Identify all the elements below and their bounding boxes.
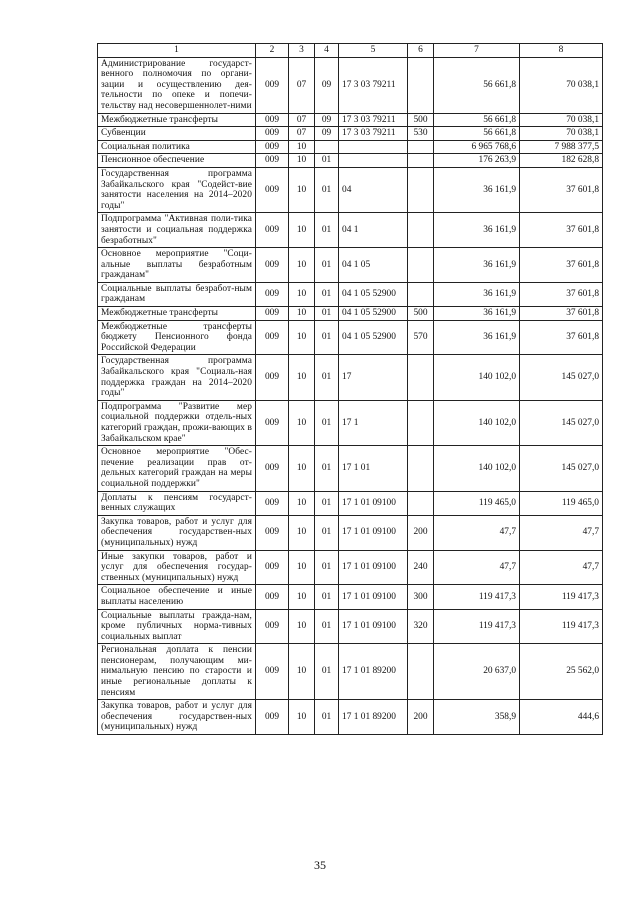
cell-grbs: 009 (256, 140, 289, 154)
cell-expense-type: 320 (408, 609, 434, 644)
cell-expense-type (408, 446, 434, 491)
cell-amount-year1: 358,9 (434, 700, 520, 735)
cell-expense-type (408, 213, 434, 248)
table-row (98, 213, 603, 248)
cell-amount-year1: 36 161,9 (434, 213, 520, 248)
cell-grbs: 009 (256, 113, 289, 127)
header-cell: 4 (315, 44, 339, 58)
cell-amount-year1: 47,7 (434, 515, 520, 550)
cell-subsection: 01 (315, 248, 339, 283)
cell-target-article: 17 3 03 79211 (339, 113, 408, 127)
cell-grbs: 009 (256, 167, 289, 212)
cell-section: 10 (289, 320, 315, 355)
cell-subsection: 01 (315, 307, 339, 321)
page-number: 35 (314, 858, 326, 872)
cell-target-article: 17 3 03 79211 (339, 127, 408, 141)
table-row (98, 355, 603, 400)
cell-target-article: 17 1 01 09100 (339, 550, 408, 585)
table-row (98, 282, 603, 306)
cell-grbs: 009 (256, 127, 289, 141)
cell-section: 10 (289, 491, 315, 515)
cell-expense-type (408, 57, 434, 113)
cell-section: 10 (289, 609, 315, 644)
cell-subsection: 01 (315, 167, 339, 212)
cell-amount-year1: 140 102,0 (434, 400, 520, 445)
table-row (98, 307, 603, 321)
cell-target-article: 17 (339, 355, 408, 400)
cell-target-article: 17 1 01 89200 (339, 644, 408, 700)
cell-subsection: 01 (315, 585, 339, 609)
cell-section: 10 (289, 248, 315, 283)
table-row (98, 127, 603, 141)
cell-amount-year1: 36 161,9 (434, 248, 520, 283)
cell-amount-year2: 37 601,8 (520, 213, 603, 248)
cell-section: 10 (289, 355, 315, 400)
cell-subsection: 01 (315, 700, 339, 735)
table-row (98, 609, 603, 644)
cell-amount-year1: 6 965 768,6 (434, 140, 520, 154)
cell-amount-year2: 70 038,1 (520, 127, 603, 141)
table-row (98, 515, 603, 550)
cell-subsection: 01 (315, 609, 339, 644)
cell-name: Государственная программа Забайкальского края "Содейст-вие занятости населения на 2014–2020 годы" (98, 167, 256, 212)
cell-expense-type: 500 (408, 113, 434, 127)
cell-amount-year2: 119 417,3 (520, 585, 603, 609)
cell-target-article: 17 1 01 09100 (339, 491, 408, 515)
cell-subsection: 01 (315, 515, 339, 550)
cell-amount-year2: 145 027,0 (520, 355, 603, 400)
table-row (98, 113, 603, 127)
cell-target-article (339, 140, 408, 154)
cell-section: 10 (289, 515, 315, 550)
cell-section: 10 (289, 700, 315, 735)
cell-grbs: 009 (256, 355, 289, 400)
cell-expense-type (408, 400, 434, 445)
table-row (98, 167, 603, 212)
cell-expense-type (408, 248, 434, 283)
cell-subsection: 01 (315, 282, 339, 306)
cell-subsection: 01 (315, 491, 339, 515)
cell-section: 10 (289, 400, 315, 445)
cell-grbs: 009 (256, 248, 289, 283)
table-row (98, 644, 603, 700)
cell-expense-type (408, 644, 434, 700)
cell-amount-year2: 70 038,1 (520, 113, 603, 127)
cell-section: 10 (289, 154, 315, 168)
header-cell: 8 (520, 44, 603, 58)
cell-amount-year1: 119 417,3 (434, 609, 520, 644)
cell-expense-type (408, 491, 434, 515)
cell-expense-type: 570 (408, 320, 434, 355)
cell-amount-year2: 25 562,0 (520, 644, 603, 700)
cell-amount-year2: 37 601,8 (520, 320, 603, 355)
cell-grbs: 009 (256, 609, 289, 644)
cell-target-article: 17 1 (339, 400, 408, 445)
cell-amount-year2: 37 601,8 (520, 282, 603, 306)
cell-expense-type (408, 140, 434, 154)
header-cell: 2 (256, 44, 289, 58)
cell-amount-year1: 56 661,8 (434, 127, 520, 141)
cell-name: Основное мероприятие "Соци-альные выплаты безработным гражданам" (98, 248, 256, 283)
cell-grbs: 009 (256, 446, 289, 491)
cell-section: 10 (289, 550, 315, 585)
cell-expense-type (408, 282, 434, 306)
cell-expense-type (408, 154, 434, 168)
table-row (98, 446, 603, 491)
cell-target-article: 17 3 03 79211 (339, 57, 408, 113)
cell-subsection: 09 (315, 127, 339, 141)
cell-target-article: 17 1 01 (339, 446, 408, 491)
header-cell: 6 (408, 44, 434, 58)
cell-amount-year1: 36 161,9 (434, 282, 520, 306)
cell-name: Социальная политика (98, 140, 256, 154)
cell-name: Доплаты к пенсиям государст-венных служащих (98, 491, 256, 515)
cell-target-article: 17 1 01 89200 (339, 700, 408, 735)
cell-expense-type: 530 (408, 127, 434, 141)
cell-section: 10 (289, 585, 315, 609)
table-row (98, 154, 603, 168)
cell-section: 10 (289, 213, 315, 248)
cell-amount-year1: 56 661,8 (434, 57, 520, 113)
cell-subsection: 01 (315, 644, 339, 700)
cell-section: 10 (289, 644, 315, 700)
cell-expense-type: 500 (408, 307, 434, 321)
table-body (98, 57, 603, 734)
cell-name: Иные закупки товаров, работ и услуг для обеспечения государ-ственных (муниципальных) нужд (98, 550, 256, 585)
cell-name: Закупка товаров, работ и услуг для обеспечения государствен-ных (муниципальных) нужд (98, 700, 256, 735)
cell-name: Межбюджетные трансферты (98, 113, 256, 127)
cell-section: 10 (289, 282, 315, 306)
cell-target-article (339, 154, 408, 168)
cell-target-article: 17 1 01 09100 (339, 515, 408, 550)
cell-amount-year2: 37 601,8 (520, 307, 603, 321)
cell-grbs: 009 (256, 320, 289, 355)
cell-name: Подпрограмма "Развитие мер социальной поддержки отдель-ных категорий граждан, прожи-вающих в Забайкальском крае" (98, 400, 256, 445)
cell-section: 10 (289, 307, 315, 321)
cell-amount-year2: 444,6 (520, 700, 603, 735)
cell-grbs: 009 (256, 700, 289, 735)
cell-name: Основное мероприятие "Обес-печение реализации прав от-дельных категорий граждан на меры социальной поддержки" (98, 446, 256, 491)
cell-target-article: 04 1 05 52900 (339, 282, 408, 306)
cell-target-article: 04 1 05 52900 (339, 320, 408, 355)
cell-amount-year1: 140 102,0 (434, 355, 520, 400)
budget-table (97, 43, 603, 735)
cell-grbs: 009 (256, 550, 289, 585)
cell-amount-year2: 7 988 377,5 (520, 140, 603, 154)
cell-expense-type (408, 355, 434, 400)
table-row (98, 491, 603, 515)
cell-grbs: 009 (256, 491, 289, 515)
cell-name: Социальные выплаты гражда-нам, кроме публичных норма-тивных социальных выплат (98, 609, 256, 644)
cell-amount-year2: 119 417,3 (520, 609, 603, 644)
table-row (98, 248, 603, 283)
cell-subsection: 09 (315, 57, 339, 113)
cell-subsection: 09 (315, 113, 339, 127)
cell-amount-year1: 140 102,0 (434, 446, 520, 491)
cell-grbs: 009 (256, 400, 289, 445)
cell-subsection: 01 (315, 213, 339, 248)
cell-target-article: 17 1 01 09100 (339, 609, 408, 644)
cell-target-article: 04 1 05 (339, 248, 408, 283)
table-row (98, 57, 603, 113)
cell-name: Социальное обеспечение и иные выплаты населению (98, 585, 256, 609)
header-cell: 3 (289, 44, 315, 58)
cell-name: Региональная доплата к пенсии пенсионерам, получающим ми-нимальную пенсию по старости и иные региональные доплаты к пенсиям (98, 644, 256, 700)
cell-subsection: 01 (315, 446, 339, 491)
cell-target-article: 04 1 (339, 213, 408, 248)
header-cell: 7 (434, 44, 520, 58)
cell-amount-year1: 20 637,0 (434, 644, 520, 700)
cell-name: Закупка товаров, работ и услуг для обеспечения государствен-ных (муниципальных) нужд (98, 515, 256, 550)
cell-name: Подпрограмма "Активная поли-тика занятости и социальная поддержка безработных" (98, 213, 256, 248)
cell-grbs: 009 (256, 57, 289, 113)
cell-section: 10 (289, 140, 315, 154)
cell-amount-year1: 56 661,8 (434, 113, 520, 127)
cell-subsection: 01 (315, 154, 339, 168)
cell-subsection: 01 (315, 550, 339, 585)
header-cell: 1 (98, 44, 256, 58)
cell-amount-year2: 182 628,8 (520, 154, 603, 168)
cell-target-article: 17 1 01 09100 (339, 585, 408, 609)
cell-subsection: 01 (315, 400, 339, 445)
cell-grbs: 009 (256, 644, 289, 700)
cell-amount-year2: 145 027,0 (520, 446, 603, 491)
cell-amount-year1: 36 161,9 (434, 167, 520, 212)
cell-expense-type (408, 167, 434, 212)
cell-amount-year2: 119 465,0 (520, 491, 603, 515)
cell-amount-year2: 47,7 (520, 550, 603, 585)
cell-amount-year2: 47,7 (520, 515, 603, 550)
cell-expense-type: 200 (408, 700, 434, 735)
cell-subsection: 01 (315, 320, 339, 355)
table-row (98, 140, 603, 154)
table-row (98, 400, 603, 445)
cell-amount-year2: 37 601,8 (520, 167, 603, 212)
cell-name: Администрирование государст-венного полномочия по органи-зации и осуществлению дея-тельности по опеке и попечи-тельству над несовершеннолет-ними (98, 57, 256, 113)
cell-target-article: 04 (339, 167, 408, 212)
cell-amount-year1: 36 161,9 (434, 320, 520, 355)
cell-amount-year2: 70 038,1 (520, 57, 603, 113)
cell-subsection: 01 (315, 355, 339, 400)
cell-amount-year1: 176 263,9 (434, 154, 520, 168)
cell-target-article: 04 1 05 52900 (339, 307, 408, 321)
cell-expense-type: 300 (408, 585, 434, 609)
cell-expense-type: 240 (408, 550, 434, 585)
header-row (98, 44, 603, 58)
cell-section: 07 (289, 113, 315, 127)
cell-amount-year1: 119 465,0 (434, 491, 520, 515)
cell-section: 10 (289, 167, 315, 212)
table-row (98, 320, 603, 355)
table-row (98, 585, 603, 609)
cell-name: Государственная программа Забайкальского края "Социаль-ная поддержка граждан на 2014–2020 годы" (98, 355, 256, 400)
cell-subsection (315, 140, 339, 154)
cell-expense-type: 200 (408, 515, 434, 550)
cell-grbs: 009 (256, 307, 289, 321)
cell-grbs: 009 (256, 213, 289, 248)
cell-section: 10 (289, 446, 315, 491)
cell-section: 07 (289, 127, 315, 141)
cell-grbs: 009 (256, 585, 289, 609)
cell-amount-year1: 36 161,9 (434, 307, 520, 321)
cell-name: Социальные выплаты безработ-ным гражданам (98, 282, 256, 306)
cell-amount-year2: 37 601,8 (520, 248, 603, 283)
cell-amount-year1: 119 417,3 (434, 585, 520, 609)
cell-grbs: 009 (256, 282, 289, 306)
header-cell: 5 (339, 44, 408, 58)
cell-grbs: 009 (256, 154, 289, 168)
cell-grbs: 009 (256, 515, 289, 550)
cell-name: Межбюджетные трансферты бюджету Пенсионного фонда Российской Федерации (98, 320, 256, 355)
cell-amount-year1: 47,7 (434, 550, 520, 585)
table-row (98, 700, 603, 735)
cell-name: Субвенции (98, 127, 256, 141)
cell-amount-year2: 145 027,0 (520, 400, 603, 445)
table-row (98, 550, 603, 585)
cell-name: Межбюджетные трансферты (98, 307, 256, 321)
cell-name: Пенсионное обеспечение (98, 154, 256, 168)
cell-section: 07 (289, 57, 315, 113)
